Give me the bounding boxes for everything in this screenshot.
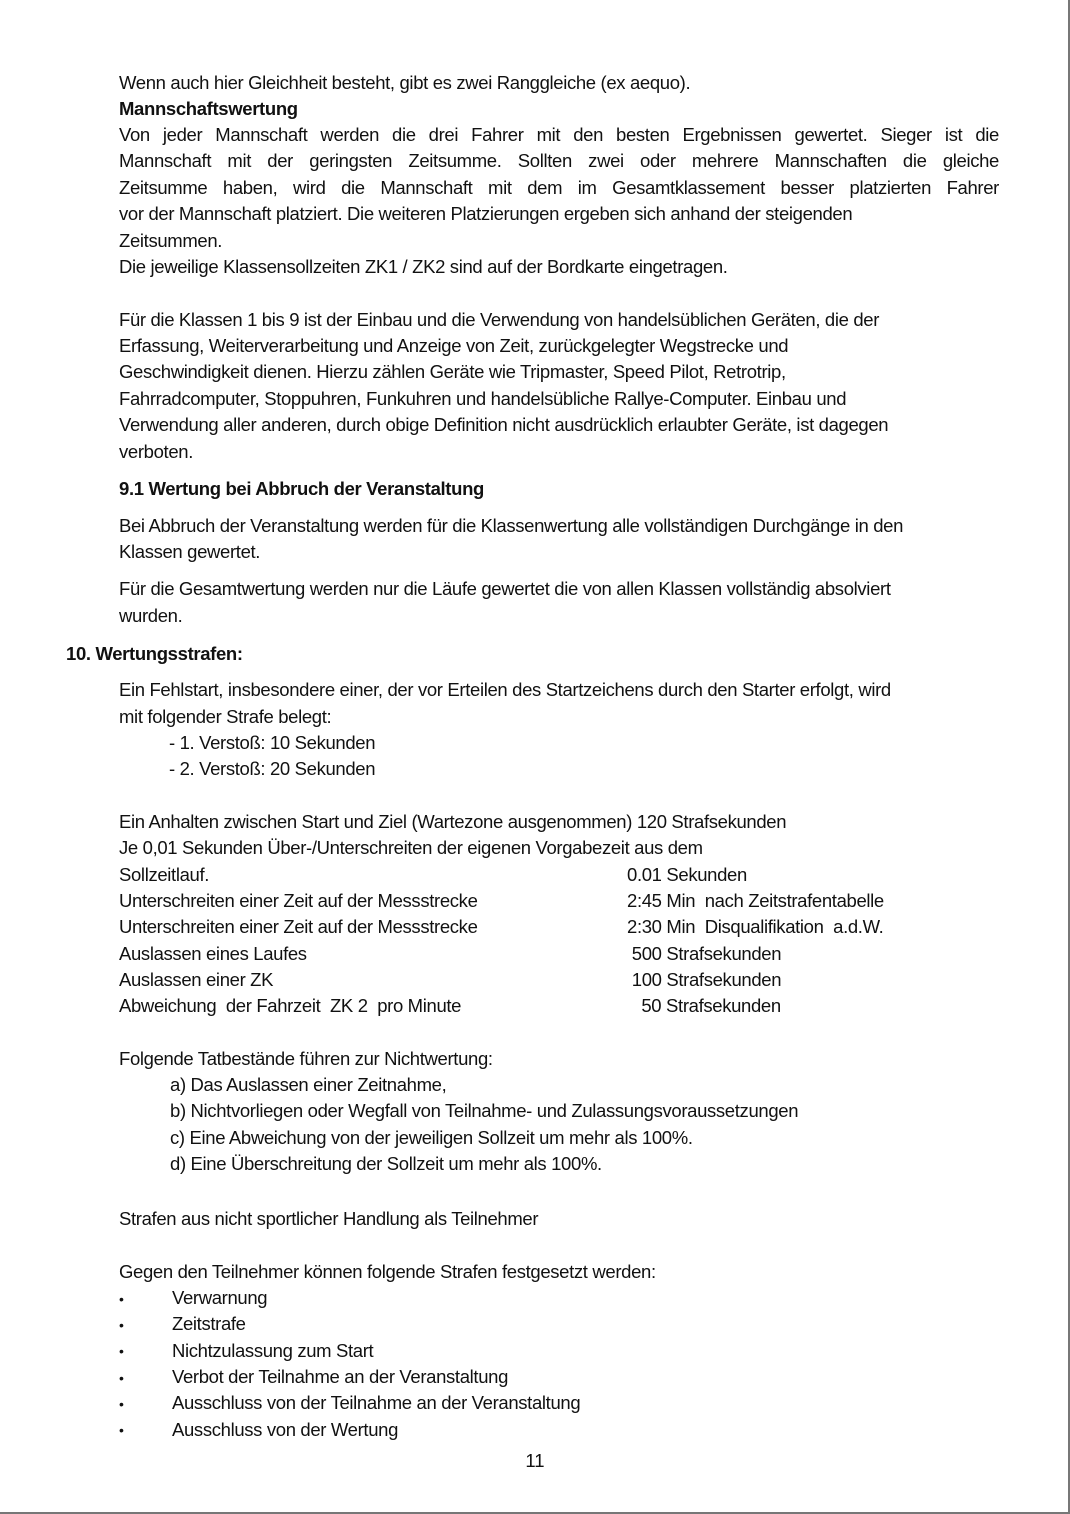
section-9-1-para1-line: Bei Abbruch der Veranstaltung werden für die Klassenwertung alle vollständigen Durchgänge in den	[119, 515, 904, 536]
section-9-1-para2-line: Für die Gesamtwertung werden nur die Läufe gewertet die von allen Klassen vollständig absolviert	[119, 578, 891, 599]
devices-line: Verwendung aller anderen, durch obige Definition nicht ausdrücklich erlaubter Geräte, ist dagegen	[119, 414, 889, 435]
false-start-line: Ein Fehlstart, insbesondere einer, der vor Erteilen des Startzeichens durch den Starter erfolgt, wird	[119, 679, 891, 700]
team-scoring-line: Mannschaft mit der geringsten Zeitsumme. Sollten zwei oder mehrere Mannschaften die gleiche	[119, 150, 999, 171]
non-scoring-item: d) Eine Überschreitung der Sollzeit um mehr als 100%.	[170, 1153, 602, 1174]
sanctions-intro: Gegen den Teilnehmer können folgende Strafen festgesetzt werden:	[119, 1261, 656, 1282]
page-number: 11	[525, 1450, 545, 1471]
bullet-icon: •	[119, 1343, 124, 1359]
penalty-value: 0.01 Sekunden	[627, 864, 747, 885]
bullet-icon: •	[119, 1370, 124, 1386]
penalty-offense: Unterschreiten einer Zeit auf der Messstrecke	[119, 890, 478, 911]
penalty-value: 100 Strafsekunden	[627, 969, 782, 990]
penalty-value: 2:30 Min Disqualifikation a.d.W.	[627, 916, 884, 937]
devices-line: Für die Klassen 1 bis 9 ist der Einbau und die Verwendung von handelsüblichen Geräten, die der	[119, 309, 880, 330]
section-9-1-heading: 9.1 Wertung bei Abbruch der Veranstaltung	[119, 478, 484, 499]
team-scoring-line: Zeitsummen.	[119, 230, 223, 251]
intro-line: Wenn auch hier Gleichheit besteht, gibt es zwei Ranggleiche (ex aequo).	[119, 72, 691, 93]
sanction-label: Verbot der Teilnahme an der Veranstaltung	[172, 1366, 509, 1387]
false-start-line: mit folgender Strafe belegt:	[119, 706, 332, 727]
sanction-label: Ausschluss von der Wertung	[172, 1419, 399, 1440]
sanction-label: Verwarnung	[172, 1287, 268, 1308]
team-scoring-line: vor der Mannschaft platziert. Die weiteren Platzierungen ergeben sich anhand der steigenden	[119, 203, 853, 224]
unsporting-heading: Strafen aus nicht sportlicher Handlung als Teilnehmer	[119, 1208, 539, 1229]
penalty-value: 50 Strafsekunden	[627, 995, 781, 1016]
devices-line: verboten.	[119, 441, 193, 462]
false-start-penalty: - 1. Verstoß: 10 Sekunden	[169, 732, 376, 753]
team-scoring-line: Die jeweilige Klassensollzeiten ZK1 / ZK2 sind auf der Bordkarte eingetragen.	[119, 256, 728, 277]
non-scoring-heading: Folgende Tatbestände führen zur Nichtwertung:	[119, 1048, 493, 1069]
penalty-offense: Sollzeitlauf.	[119, 864, 210, 885]
team-scoring-line: Von jeder Mannschaft werden die drei Fahrer mit den besten Ergebnissen gewertet. Sieger ist die	[119, 124, 999, 145]
penalty-value: 500 Strafsekunden	[627, 943, 782, 964]
false-start-penalty: - 2. Verstoß: 20 Sekunden	[169, 758, 376, 779]
penalty-offense: Auslassen einer ZK	[119, 969, 274, 990]
section-9-1-para1-line: Klassen gewertet.	[119, 541, 261, 562]
deviation-line: Je 0,01 Sekunden Über-/Unterschreiten der eigenen Vorgabezeit aus dem	[119, 837, 703, 858]
penalty-offense: Unterschreiten einer Zeit auf der Messstrecke	[119, 916, 478, 937]
section-10-heading: 10. Wertungsstrafen:	[66, 643, 243, 664]
devices-line: Fahrradcomputer, Stoppuhren, Funkuhren und handelsübliche Rallye-Computer. Einbau und	[119, 388, 847, 409]
team-scoring-heading: Mannschaftswertung	[119, 98, 298, 119]
devices-line: Geschwindigkeit dienen. Hierzu zählen Geräte wie Tripmaster, Speed Pilot, Retrotrip,	[119, 361, 786, 382]
penalty-value: 2:45 Min nach Zeitstrafentabelle	[627, 890, 884, 911]
penalty-offense: Abweichung der Fahrzeit ZK 2 pro Minute	[119, 995, 462, 1016]
stop-penalty-line: Ein Anhalten zwischen Start und Ziel (Wartezone ausgenommen) 120 Strafsekunden	[119, 811, 787, 832]
bullet-icon: •	[119, 1317, 124, 1333]
sanction-label: Zeitstrafe	[172, 1313, 246, 1334]
non-scoring-item: c) Eine Abweichung von der jeweiligen Sollzeit um mehr als 100%.	[170, 1127, 693, 1148]
sanction-label: Nichtzulassung zum Start	[172, 1340, 374, 1361]
section-9-1-para2-line: wurden.	[119, 605, 183, 626]
bullet-icon: •	[119, 1291, 124, 1307]
devices-line: Erfassung, Weiterverarbeitung und Anzeige von Zeit, zurückgelegter Wegstrecke und	[119, 335, 789, 356]
sanction-label: Ausschluss von der Teilnahme an der Veranstaltung	[172, 1392, 581, 1413]
non-scoring-item: b) Nichtvorliegen oder Wegfall von Teilnahme- und Zulassungsvoraussetzungen	[170, 1100, 799, 1121]
penalty-offense: Auslassen eines Laufes	[119, 943, 307, 964]
bullet-icon: •	[119, 1422, 124, 1438]
team-scoring-line: Zeitsumme haben, wird die Mannschaft mit dem im Gesamtklassement besser platzierten Fahrer	[119, 177, 999, 198]
non-scoring-item: a) Das Auslassen einer Zeitnahme,	[170, 1074, 447, 1095]
bullet-icon: •	[119, 1396, 124, 1412]
